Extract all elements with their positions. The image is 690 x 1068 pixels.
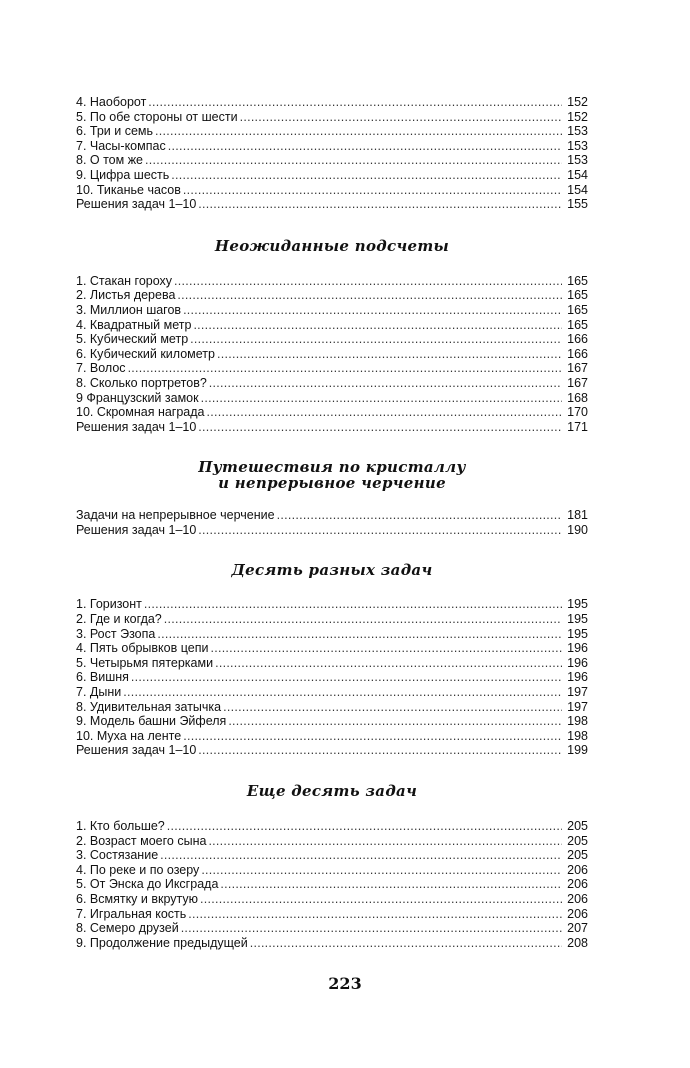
toc-entry-title: 10. Муха на ленте	[76, 728, 182, 743]
toc-entry-title: 9. Цифра шесть	[76, 167, 170, 182]
toc-entry[interactable]	[76, 523, 588, 538]
toc-entry-page: 198	[567, 714, 588, 729]
toc-entry[interactable]	[76, 848, 588, 863]
dot-leader	[183, 303, 562, 318]
toc-section	[76, 459, 588, 537]
toc-entry-page: 167	[567, 375, 588, 390]
toc-entry-title: 1. Кто больше?	[76, 819, 165, 833]
toc-entry[interactable]	[76, 376, 588, 391]
toc-entry-title: 3. Состязание	[76, 848, 159, 863]
dot-leader	[123, 685, 562, 700]
toc-entry-title: Решения задач 1–10	[76, 197, 197, 212]
toc-entry[interactable]	[76, 921, 588, 936]
toc-entry-title: 4. Пять обрывков цепи	[76, 641, 209, 656]
toc-entry-page: 195	[567, 626, 588, 641]
dot-leader	[160, 848, 562, 863]
dot-leader	[190, 332, 562, 347]
toc-entry-title: 7. Дыни	[76, 685, 122, 700]
toc-entry-title: 1. Горизонт	[76, 597, 142, 612]
dot-leader	[157, 627, 562, 642]
dot-leader	[198, 523, 562, 538]
toc-entry-title: 4. По реке и по озеру	[76, 862, 200, 877]
toc-entry-title: Решения задач 1–10	[76, 419, 197, 434]
toc-entry[interactable]	[76, 936, 588, 951]
toc-entry[interactable]	[76, 627, 588, 642]
dot-leader	[209, 376, 562, 391]
toc-entry[interactable]	[76, 685, 588, 700]
dot-leader	[148, 95, 562, 110]
toc-entry-page: 206	[567, 877, 588, 892]
toc-entry-title: 6. Всмятку и вкрутую	[76, 891, 199, 906]
dot-leader	[131, 670, 562, 685]
toc-entry[interactable]	[76, 168, 588, 183]
dot-leader	[128, 361, 562, 376]
toc-entry-page: 152	[567, 95, 588, 109]
toc-entry[interactable]	[76, 361, 588, 376]
toc-entry[interactable]	[76, 124, 588, 139]
toc-section	[76, 238, 588, 435]
dot-leader	[193, 318, 562, 333]
toc-entry-page: 208	[567, 935, 588, 950]
section-heading-line: Путешествия по кристаллу	[198, 458, 466, 477]
dot-leader	[210, 641, 562, 656]
toc-entry-page: 197	[567, 685, 588, 700]
toc-entry-page: 198	[567, 728, 588, 743]
toc-entry-page: 207	[567, 921, 588, 936]
toc-entry[interactable]	[76, 863, 588, 878]
toc-entry[interactable]	[76, 508, 588, 523]
toc-entry-page: 171	[567, 419, 588, 434]
section-heading	[76, 459, 588, 491]
toc-entry[interactable]	[76, 700, 588, 715]
toc-entry-page: 155	[567, 197, 588, 212]
dot-leader	[183, 183, 562, 198]
toc-entry-title: 5. Четырьмя пятерками	[76, 655, 214, 670]
toc-entry-page: 205	[567, 833, 588, 848]
toc-entry[interactable]	[76, 892, 588, 907]
toc-entry[interactable]	[76, 834, 588, 849]
toc-section	[76, 95, 588, 212]
dot-leader	[207, 405, 562, 420]
toc-entry-title: 2. Где и когда?	[76, 612, 162, 627]
dot-leader	[171, 168, 562, 183]
toc-entry-page: 165	[567, 317, 588, 332]
toc-entry[interactable]	[76, 612, 588, 627]
toc-entry-page: 152	[567, 109, 588, 124]
toc-entry-title: 6. Кубический километр	[76, 346, 215, 361]
toc-entry-page: 168	[567, 390, 588, 405]
toc-entry[interactable]	[76, 303, 588, 318]
toc-entry[interactable]	[76, 714, 588, 729]
dot-leader	[228, 714, 562, 729]
toc-entry-page: 154	[567, 167, 588, 182]
toc-entry[interactable]	[76, 597, 588, 612]
toc-entry-title: 8. О том же	[76, 153, 144, 168]
dot-leader	[277, 508, 562, 523]
toc-entry[interactable]	[76, 405, 588, 420]
toc-entry-title: 2. Листья дерева	[76, 288, 176, 303]
toc-section	[76, 783, 588, 950]
section-heading	[76, 783, 588, 799]
dot-leader	[217, 347, 562, 362]
dot-leader	[201, 863, 562, 878]
toc-entry-title: 5. От Энска до Иксграда	[76, 877, 219, 892]
toc-entry[interactable]	[76, 288, 588, 303]
toc-entry-page: 170	[567, 405, 588, 420]
toc-entry-title: 8. Сколько портретов?	[76, 375, 207, 390]
page-number: 223	[328, 974, 362, 993]
toc-entry-title: Задачи на непрерывное черчение	[76, 508, 275, 523]
toc-entry-title: 8. Семеро друзей	[76, 921, 179, 936]
section-heading	[76, 238, 588, 254]
toc-entry-title: 10. Тиканье часов	[76, 182, 181, 197]
toc-entry[interactable]	[76, 183, 588, 198]
toc-entry-title: 3. Рост Эзопа	[76, 626, 156, 641]
toc-entry-title: 1. Стакан гороху	[76, 273, 173, 288]
toc-entry-page: 196	[567, 670, 588, 685]
dot-leader	[198, 197, 562, 212]
dot-leader	[183, 729, 562, 744]
dot-leader	[144, 597, 562, 612]
toc-entry[interactable]	[76, 274, 588, 289]
toc-entry-page: 153	[567, 138, 588, 153]
section-heading-line: и непрерывное черчение	[218, 474, 446, 493]
toc-entry[interactable]	[76, 139, 588, 154]
section-heading-line: Неожиданные подсчеты	[214, 236, 450, 255]
toc-entry-title: 8. Удивительная затычка	[76, 699, 222, 714]
toc-entry-title: 4. Квадратный метр	[76, 317, 192, 332]
dot-leader	[208, 834, 562, 849]
toc-entry-page: 165	[567, 288, 588, 303]
toc-entry[interactable]	[76, 110, 588, 125]
toc-entry-page: 197	[567, 699, 588, 714]
toc-entry-page: 195	[567, 612, 588, 627]
dot-leader	[155, 124, 562, 139]
toc-entry-title: 5. По обе стороны от шести	[76, 109, 238, 124]
toc-entry-title: 6. Три и семь	[76, 124, 154, 139]
dot-leader	[215, 656, 562, 671]
section-heading-line: Еще десять задач	[246, 782, 418, 800]
toc-entry-page: 206	[567, 891, 588, 906]
toc-entry-title: 7. Волос	[76, 361, 126, 376]
toc-section	[76, 562, 588, 758]
dot-leader	[174, 274, 562, 289]
toc-entry-page: 199	[567, 743, 588, 758]
dot-leader	[188, 907, 562, 922]
toc-entry[interactable]	[76, 743, 588, 758]
toc-entry-page: 195	[567, 597, 588, 612]
dot-leader	[240, 110, 562, 125]
toc-entry[interactable]	[76, 318, 588, 333]
toc-entry-page: 165	[567, 273, 588, 288]
toc-entry-title: 7. Часы-компас	[76, 138, 166, 153]
toc-entry[interactable]	[76, 729, 588, 744]
toc-entry-page: 196	[567, 655, 588, 670]
toc-entry-title: 4. Наоборот	[76, 95, 147, 109]
toc-entry[interactable]	[76, 670, 588, 685]
toc-entry-title: 10. Скромная награда	[76, 405, 205, 420]
table-of-contents	[76, 95, 588, 950]
toc-entry-title: 9 Французский замок	[76, 390, 199, 405]
toc-entry[interactable]	[76, 420, 588, 435]
toc-entry[interactable]	[76, 197, 588, 212]
section-heading-line: Десять разных задач	[231, 561, 433, 580]
toc-entry-page: 205	[567, 819, 588, 833]
toc-entry-title: 5. Кубический метр	[76, 332, 189, 347]
toc-entry-title: 3. Миллион шагов	[76, 302, 182, 317]
toc-entry-page: 166	[567, 346, 588, 361]
dot-leader	[167, 819, 562, 834]
toc-entry-page: 153	[567, 153, 588, 168]
toc-entry-page: 165	[567, 302, 588, 317]
toc-entry[interactable]	[76, 656, 588, 671]
toc-entry-page: 167	[567, 361, 588, 376]
dot-leader	[168, 139, 562, 154]
toc-entry[interactable]	[76, 877, 588, 892]
toc-entry[interactable]	[76, 332, 588, 347]
dot-leader	[250, 936, 562, 951]
toc-entry-page: 190	[567, 522, 588, 537]
dot-leader	[145, 153, 562, 168]
toc-entry-page: 166	[567, 332, 588, 347]
toc-entry[interactable]	[76, 391, 588, 406]
toc-entry-title: Решения задач 1–10	[76, 522, 197, 537]
toc-entry[interactable]	[76, 819, 588, 834]
toc-entry-title: 9. Продолжение предыдущей	[76, 935, 248, 950]
toc-entry[interactable]	[76, 95, 588, 110]
toc-entry-page: 153	[567, 124, 588, 139]
toc-entry-page: 205	[567, 848, 588, 863]
toc-entry[interactable]	[76, 153, 588, 168]
toc-entry-title: 6. Вишня	[76, 670, 129, 685]
toc-entry-title: 2. Возраст моего сына	[76, 833, 207, 848]
dot-leader	[201, 391, 562, 406]
toc-entry-page: 154	[567, 182, 588, 197]
dot-leader	[198, 420, 562, 435]
toc-entry-title: 7. Игральная кость	[76, 906, 187, 921]
dot-leader	[200, 892, 562, 907]
toc-entry-page: 181	[567, 508, 588, 523]
toc-entry-title: Решения задач 1–10	[76, 743, 197, 758]
toc-entry-page: 206	[567, 862, 588, 877]
toc-entry-page: 206	[567, 906, 588, 921]
dot-leader	[181, 921, 562, 936]
dot-leader	[164, 612, 562, 627]
section-heading	[76, 562, 588, 578]
dot-leader	[223, 700, 562, 715]
toc-entry-title: 9. Модель башни Эйфеля	[76, 714, 227, 729]
toc-entry[interactable]	[76, 641, 588, 656]
toc-entry[interactable]	[76, 907, 588, 922]
dot-leader	[220, 877, 562, 892]
toc-entry-page: 196	[567, 641, 588, 656]
toc-entry[interactable]	[76, 347, 588, 362]
dot-leader	[177, 288, 562, 303]
dot-leader	[198, 743, 562, 758]
